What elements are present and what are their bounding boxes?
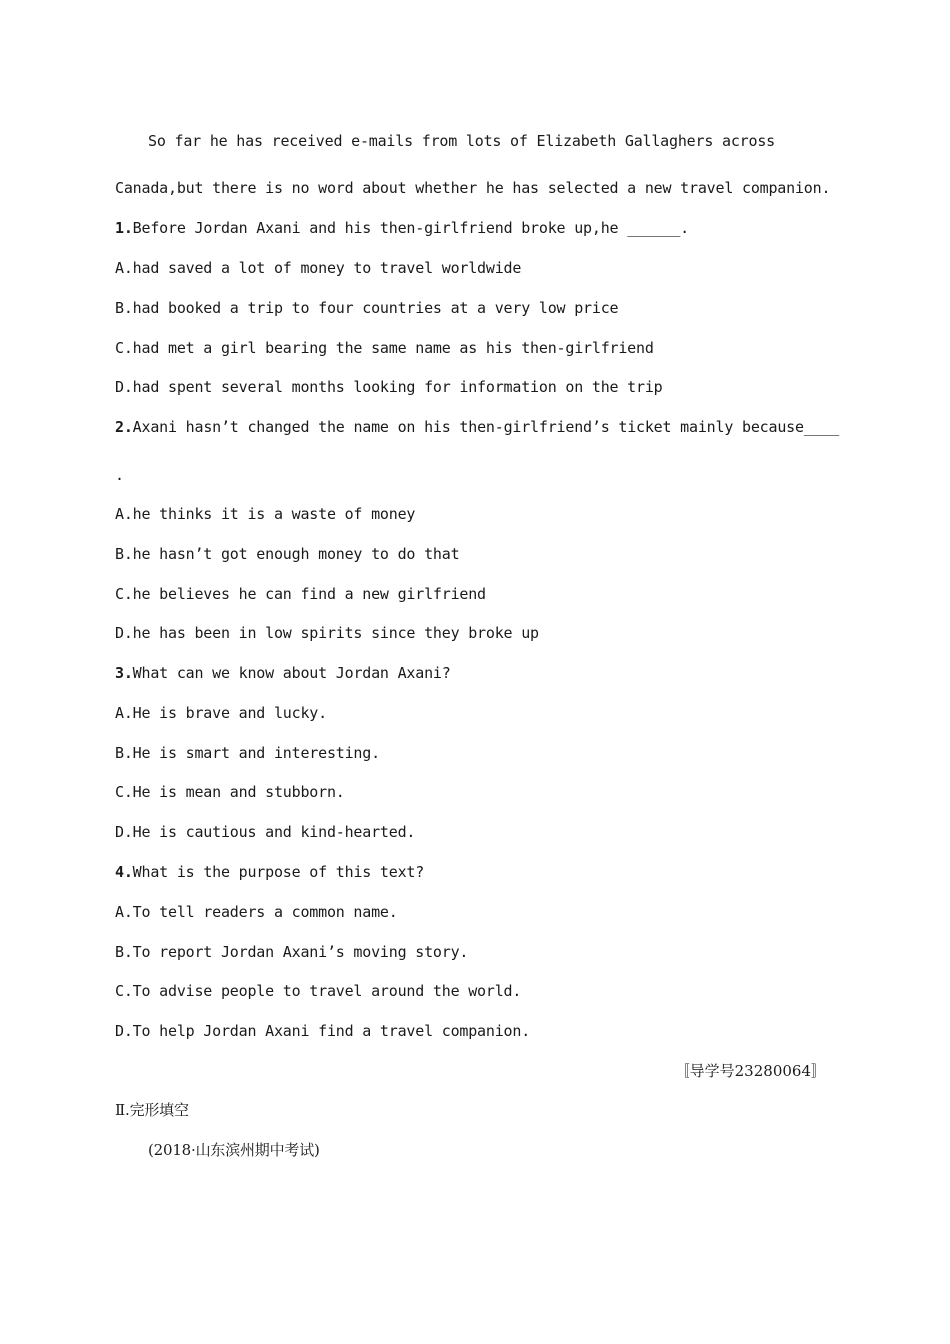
question-number: 1. [115,219,133,237]
option-2d: D.he has been in low spirits since they broke up [115,624,539,642]
section-source: (2018·山东滨州期中考试) [148,1141,320,1159]
question-text: What is the purpose of this text? [132,863,425,881]
question-1-stem [115,218,689,238]
question-number: 3. [115,664,133,682]
option-2b: B.he hasn’t got enough money to do that [115,545,460,563]
question-text: Axani hasn’t changed the name on his then-girlfriend’s ticket mainly because____ [132,418,840,436]
option-1b: B.had booked a trip to four countries at a very low price [115,299,619,317]
option-4c: C.To advise people to travel around the world. [115,982,522,1000]
question-2-stem [115,417,839,437]
option-3b: B.He is smart and interesting. [115,744,380,762]
option-1c: C.had met a girl bearing the same name as his then-girlfriend [115,339,654,357]
option-4a: A.To tell readers a common name. [115,903,398,921]
passage-line: So far he has received e-mails from lots of Elizabeth Gallaghers across [148,132,775,150]
option-4d: D.To help Jordan Axani find a travel companion. [115,1022,531,1040]
option-3d: D.He is cautious and kind-hearted. [115,823,416,841]
passage-line: Canada,but there is no word about whether he has selected a new travel companion. [115,179,831,197]
option-2c: C.he believes he can find a new girlfriend [115,585,486,603]
question-3-stem [115,663,451,683]
option-1a: A.had saved a lot of money to travel worldwide [115,259,522,277]
question-text: Before Jordan Axani and his then-girlfriend broke up,he ______. [132,219,690,237]
question-number: 4. [115,863,133,881]
option-2a: A.he thinks it is a waste of money [115,505,416,523]
section-title: Ⅱ.完形填空 [115,1101,189,1119]
question-4-stem [115,862,424,882]
reference-number: 〚导学号23280064〛 [674,1062,826,1080]
option-3a: A.He is brave and lucky. [115,704,327,722]
option-4b: B.To report Jordan Axani’s moving story. [115,943,469,961]
question-number: 2. [115,418,133,436]
question-text: What can we know about Jordan Axani? [132,664,451,682]
question-2-stem-cont: . [115,466,124,484]
option-1d: D.had spent several months looking for information on the trip [115,378,663,396]
option-3c: C.He is mean and stubborn. [115,783,345,801]
